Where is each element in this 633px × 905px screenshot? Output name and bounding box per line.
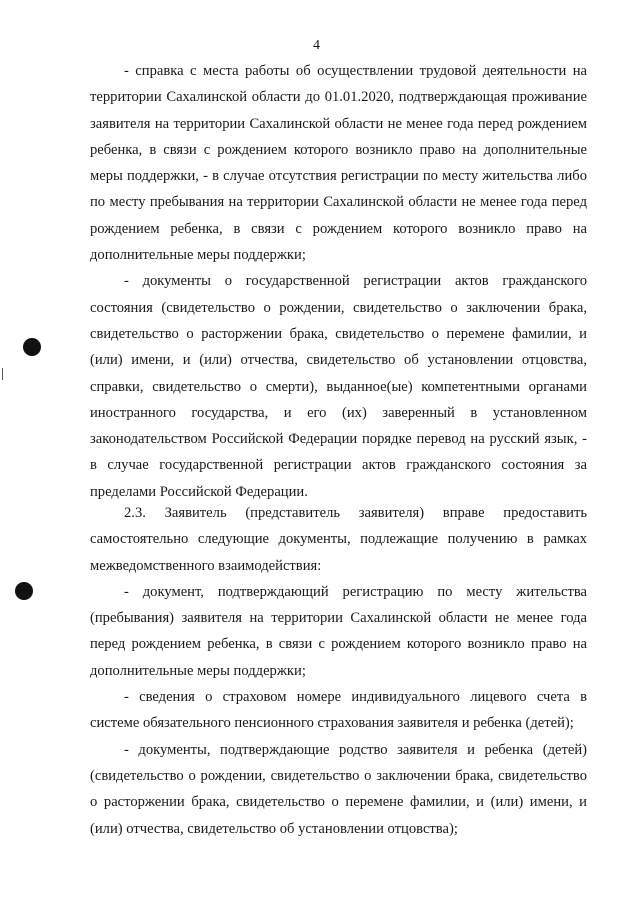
- document-body-section-2-3: [90, 500, 587, 842]
- scan-edge-mark: [2, 368, 3, 380]
- paragraph-kinship-documents: - документы, подтверждающие родство заявителя и ребенка (детей) (свидетельство о рождении, свидетельство о заключении брака, свидетельство о расторжении брака, свидетельство о перемене фамилии, и (или) имени, и (или) отчества, свидетельство об установлении отцовства);: [90, 741, 587, 837]
- paragraph-section-2-3: 2.3. Заявитель (представитель заявителя) вправе предоставить самостоятельно следующие документы, подлежащие получению в рамках межведомственного взаимодействия:: [90, 505, 587, 574]
- punch-hole-mark: [23, 338, 41, 356]
- punch-hole-mark: [15, 582, 33, 600]
- paragraph-civil-status-documents: - документы о государственной регистрации актов гражданского состояния (свидетельство о рождении, свидетельство о заключении брака, свидетельство о расторжении брака, свидетельство о перемене фамилии, и (или) имени, и (или) отчества, свидетельство об установлении отцовства, справки, свидетельство о смерти), выданное(ые) компетентными органами иностранного государства, и его (их) заверенный в установленном законодательством Российской Федерации порядке перевод на русский язык, - в случае государственной регистрации актов гражданского состояния за пределами Российской Федерации.: [90, 273, 587, 500]
- paragraph-work-certificate: - справка с места работы об осуществлении трудовой деятельности на территории Сахалинской области до 01.01.2020, подтверждающая проживание заявителя на территории Сахалинской области не менее года перед рождением ребенка, в связи с рождением которого возникло право на дополнительные меры поддержки, - в случае отсутствия регистрации по месту жительства либо по месту пребывания на территории Сахалинской области не менее года перед рождением ребенка, в связи с рождением которого возникло право на дополнительные меры поддержки;: [90, 63, 587, 264]
- page-number: 4: [313, 38, 320, 53]
- paragraph-registration-document: - документ, подтверждающий регистрацию по месту жительства (пребывания) заявителя на территории Сахалинской области не менее года перед рождением ребенка, в связи с рождением которого возникло право на дополнительные меры поддержки;: [90, 583, 587, 679]
- document-body-top: [90, 58, 587, 505]
- paragraph-insurance-number: - сведения о страховом номере индивидуального лицевого счета в системе обязательного пенсионного страхования заявителя и ребенка (детей);: [90, 689, 587, 732]
